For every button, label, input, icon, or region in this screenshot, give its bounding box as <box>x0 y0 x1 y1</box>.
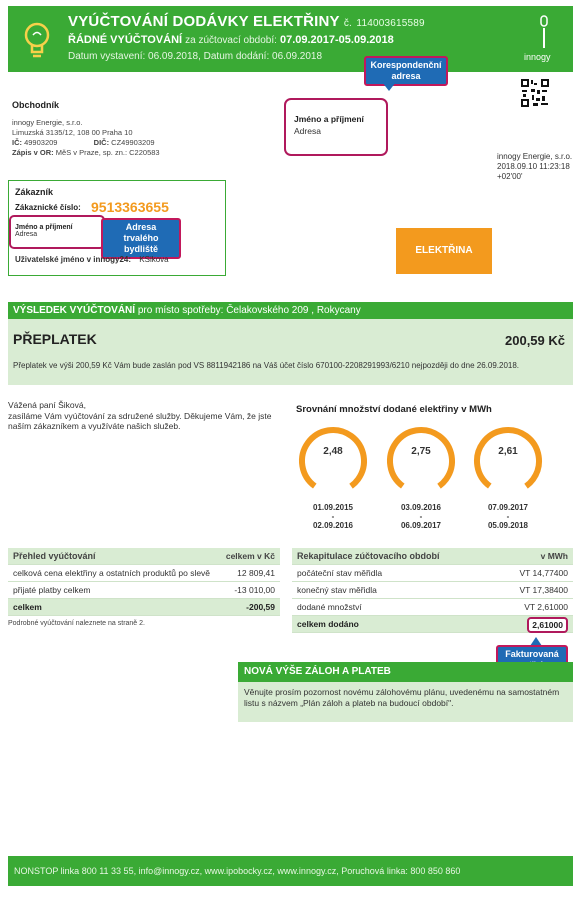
ring-arc <box>471 424 545 498</box>
trader-block <box>12 100 272 158</box>
innogy-logo-icon <box>532 14 556 50</box>
customer-number: 9513363655 <box>91 199 169 215</box>
customer-number-label: Zákaznické číslo: <box>15 203 81 212</box>
advances-heading-bar: NOVÁ VÝŠE ZÁLOH A PLATEB <box>238 662 573 682</box>
greeting: Vážená paní Šiková, zasíláme Vám vyúčtování za sdružené služby. Děkujeme Vám, že jste naším zákazníkem a využíváte našich služeb. <box>8 400 272 431</box>
table-row: přijaté platby celkem -13 010,00 <box>8 582 280 599</box>
footer-bar: NONSTOP linka 800 11 33 55, info@innogy.cz, www.ipobocky.cz, www.innogy.cz, Poruchová linka: 800 850 860 <box>8 856 573 886</box>
trader-ids: IČ: 49903209 DIČ: CZ49903209 <box>12 138 155 147</box>
recap-total-row: celkem dodáno 2,61000 <box>292 616 573 633</box>
table-row: počáteční stav měřidla VT 14,77400 <box>292 565 573 582</box>
recap-total-value: 2,61000 <box>527 617 568 633</box>
comparison-ring <box>471 424 545 530</box>
recap-header: Rekapitulace zúčtovacího období v MWh <box>292 548 573 565</box>
digital-signature: innogy Energie, s.r.o. 2018.09.10 11:23:18 +02'00' <box>497 152 573 181</box>
trader-heading: Obchodník <box>12 100 59 110</box>
commodity-badge: ELEKTŘINA <box>396 228 492 274</box>
document-title: VYÚČTOVÁNÍ DODÁVKY ELEKTŘINY č. 114003615589 <box>68 13 425 30</box>
callout-permanent-address: Adresa trvalého bydliště <box>101 218 181 259</box>
result-note: Přeplatek ve výši 200,59 Kč Vám bude zaslán pod VS 8811942186 na Váš účet číslo 670100-2208291993/6210 nejpozději do dne 26.09.2018. <box>13 361 520 370</box>
customer-username-row: Uživatelské jméno v innogy24: KSikova <box>15 255 169 264</box>
qr-code <box>520 78 550 108</box>
table-row: dodané množství VT 2,61000 <box>292 599 573 616</box>
recipient-name-label: Jméno a příjmení <box>294 114 364 124</box>
customer-heading: Zákazník <box>15 187 54 197</box>
overview-footnote: Podrobné vyúčtování naleznete na straně 2. <box>8 620 145 627</box>
overview-header: Přehled vyúčtování celkem v Kč <box>8 548 280 565</box>
ring-value: 2,61 <box>498 446 518 457</box>
table-row: konečný stav měřidla VT 17,38400 <box>292 582 573 599</box>
ring-period: 01.09.2015 - 02.09.2016 <box>312 503 354 530</box>
table-row: celková cena elektřiny a ostatních produktů po slevě 12 809,41 <box>8 565 280 582</box>
customer-box <box>8 180 226 276</box>
overview-table <box>8 548 280 618</box>
result-panel <box>8 319 573 385</box>
recipient-address: Adresa <box>294 126 321 136</box>
result-status: PŘEPLATEK <box>13 331 97 347</box>
comparison-ring <box>296 424 370 530</box>
callout-invoiced-consumption: Fakturovaná <box>496 645 568 675</box>
customer-name-label: Jméno a příjmení <box>15 224 73 231</box>
issue-dates: Datum vystavení: 06.09.2018, Datum dodání: 06.09.2018 <box>68 51 323 62</box>
permanent-address-box <box>9 215 105 249</box>
ring-arc <box>296 424 370 498</box>
ring-value: 2,75 <box>411 446 431 457</box>
billing-subtitle: ŘÁDNÉ VYÚČTOVÁNÍ za zúčtovací období: 07.09.2017-05.09.2018 <box>68 34 394 46</box>
trader-address: Limuzská 3135/12, 108 00 Praha 10 <box>12 128 133 137</box>
comparison-title: Srovnání množství dodané elektřiny v MWh <box>296 404 492 415</box>
result-amount: 200,59 Kč <box>505 333 565 348</box>
brand-name: innogy <box>524 52 551 62</box>
ring-arc <box>384 424 458 498</box>
result-bar: VÝSLEDEK VYÚČTOVÁNÍ pro místo spotřeby: Čelakovského 209 , Rokycany <box>8 302 573 319</box>
trader-register: Zápis v OR: MěS v Praze, sp. zn.: C220583 <box>12 148 160 157</box>
lightbulb-icon <box>18 18 56 62</box>
trader-name: innogy Energie, s.r.o. <box>12 118 83 127</box>
ring-period: 03.09.2016 - 06.09.2017 <box>400 503 442 530</box>
advances-text: Věnujte prosím pozornost novému zálohovému plánu, uvedenému na samostatném listu s názvem „Plán záloh a plateb na budoucí období". <box>244 687 560 708</box>
customer-address: Adresa <box>15 231 38 238</box>
recipient-address-box <box>284 98 388 156</box>
callout-correspondence-address: Korespondenční adresa <box>364 56 448 86</box>
overview-total-row: celkem -200,59 <box>8 599 280 616</box>
ring-period: 07.09.2017 - 05.09.2018 <box>487 503 529 530</box>
recap-table <box>292 548 573 634</box>
comparison-ring <box>384 424 458 530</box>
advances-panel <box>238 682 573 722</box>
callout-pointer <box>382 82 396 91</box>
ring-value: 2,48 <box>323 446 343 457</box>
